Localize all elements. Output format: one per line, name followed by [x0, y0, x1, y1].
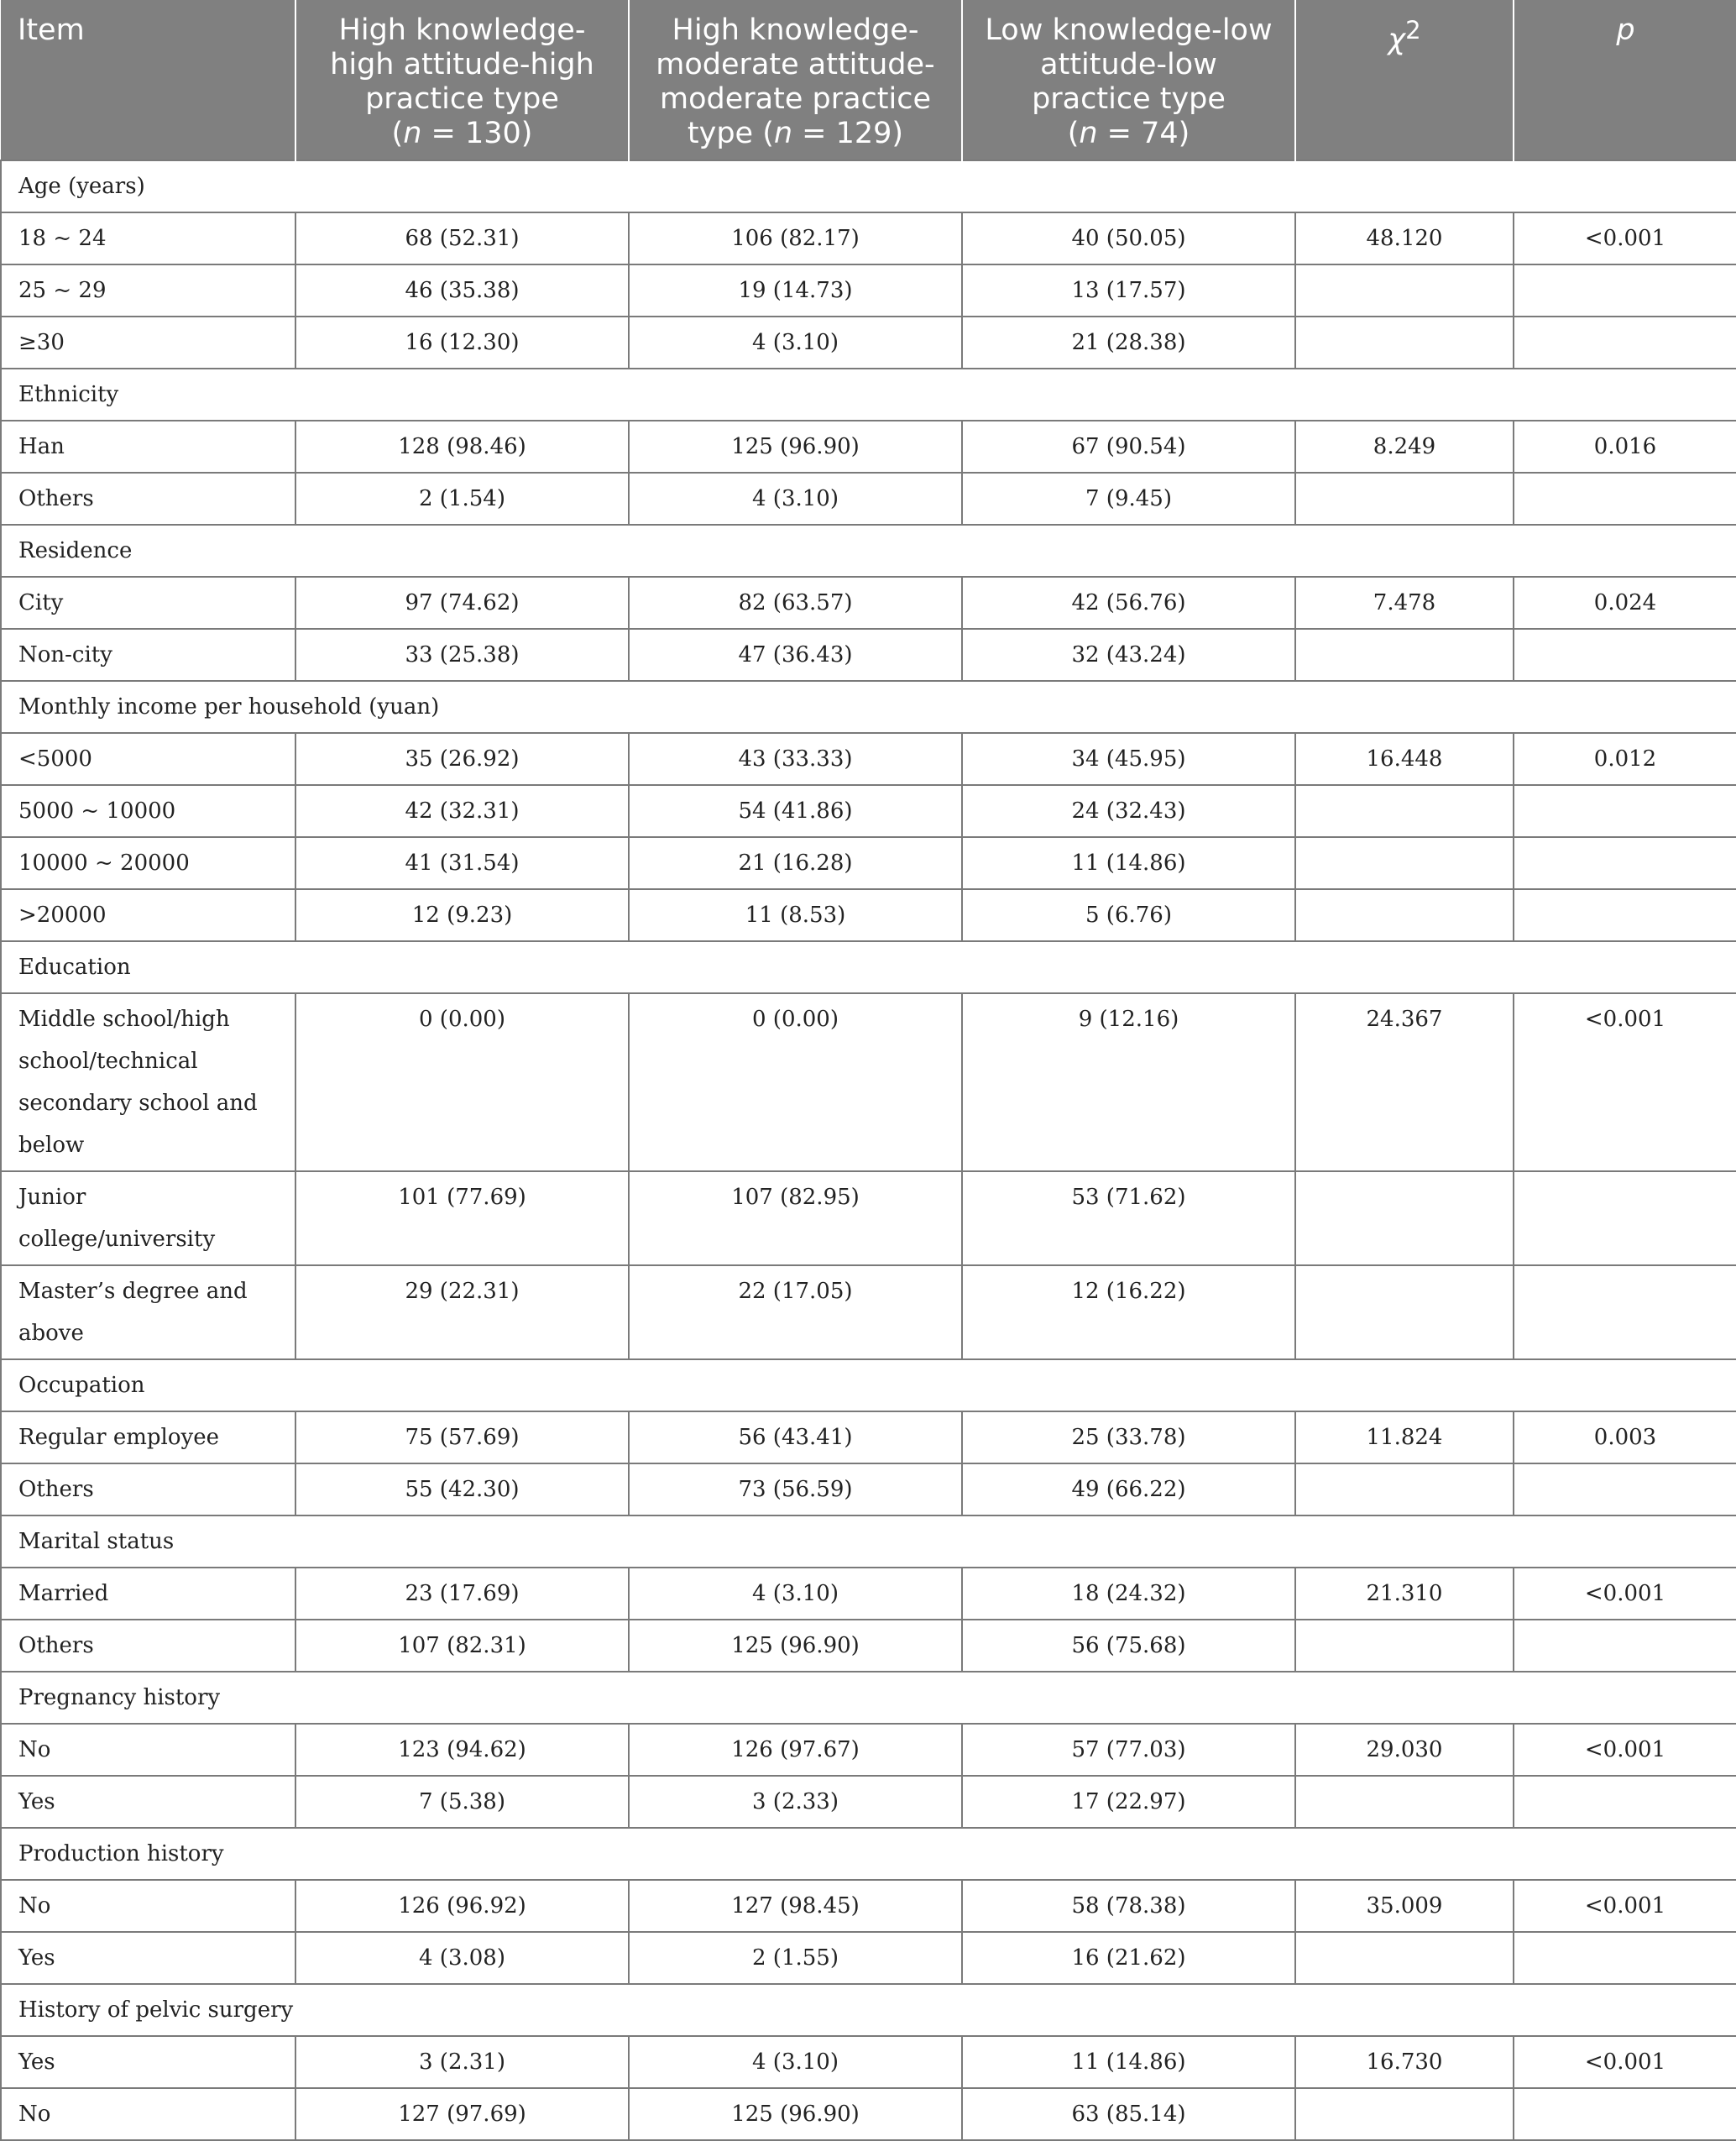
cell-group-2: 43 (33.33) — [629, 733, 962, 785]
table-row — [1, 1932, 1736, 1984]
cell-p-value: <0.001 — [1514, 2036, 1736, 2088]
row-label: No — [1, 1724, 295, 1776]
group-2-line-3: moderate practice — [660, 82, 931, 116]
cell-group-1: 29 (22.31) — [295, 1265, 629, 1359]
cell-p-value: <0.001 — [1514, 1880, 1736, 1932]
cell-chi-square: 21.310 — [1295, 1568, 1514, 1620]
group-1-line-2: high attitude-high — [330, 48, 594, 81]
group-header-row — [1, 525, 1736, 577]
cell-p-value — [1514, 889, 1736, 941]
row-label: 25 ~ 29 — [1, 264, 295, 317]
cell-chi-square — [1295, 264, 1514, 317]
group-label: Ethnicity — [1, 369, 1736, 421]
cell-group-1: 2 (1.54) — [295, 473, 629, 525]
group-3-line-3: practice type — [1032, 82, 1226, 116]
group-label: Production history — [1, 1828, 1736, 1880]
row-label: 18 ~ 24 — [1, 212, 295, 264]
table-row — [1, 1724, 1736, 1776]
group-header-row — [1, 369, 1736, 421]
cell-group-3: 21 (28.38) — [962, 317, 1295, 369]
table-row — [1, 629, 1736, 681]
cell-group-2: 56 (43.41) — [629, 1411, 962, 1463]
table-row — [1, 577, 1736, 629]
group-3-n-prefix: ( — [1067, 117, 1080, 150]
table-row — [1, 993, 1736, 1171]
column-header-group-2 — [629, 0, 962, 160]
cell-group-3: 11 (14.86) — [962, 837, 1295, 889]
row-label: Others — [1, 1620, 295, 1672]
row-label: <5000 — [1, 733, 295, 785]
table-row — [1, 1411, 1736, 1463]
row-label: ≥30 — [1, 317, 295, 369]
cell-chi-square — [1295, 629, 1514, 681]
table-row — [1, 473, 1736, 525]
group-1-line-3: practice type — [365, 82, 559, 116]
group-3-n-symbol: n — [1079, 117, 1098, 150]
column-header-chi-square — [1295, 0, 1514, 160]
cell-chi-square — [1295, 1265, 1514, 1359]
cell-group-3: 13 (17.57) — [962, 264, 1295, 317]
group-header-row — [1, 941, 1736, 993]
row-label: 10000 ~ 20000 — [1, 837, 295, 889]
cell-group-2: 4 (3.10) — [629, 473, 962, 525]
group-header-row — [1, 1828, 1736, 1880]
table-row — [1, 2088, 1736, 2140]
cell-p-value — [1514, 837, 1736, 889]
cell-group-2: 19 (14.73) — [629, 264, 962, 317]
group-label: Residence — [1, 525, 1736, 577]
cell-p-value — [1514, 1776, 1736, 1828]
group-header-row — [1, 1359, 1736, 1411]
group-3-line-1: Low knowledge-low — [985, 13, 1273, 47]
table-row — [1, 1265, 1736, 1359]
table-row — [1, 785, 1736, 837]
cell-group-2: 107 (82.95) — [629, 1171, 962, 1265]
cell-p-value: 0.003 — [1514, 1411, 1736, 1463]
p-symbol: p — [1616, 13, 1635, 47]
group-label: Occupation — [1, 1359, 1736, 1411]
cell-p-value — [1514, 1463, 1736, 1515]
group-header-row — [1, 1515, 1736, 1568]
row-label: Junior college/university — [1, 1171, 295, 1265]
cell-p-value — [1514, 317, 1736, 369]
cell-group-2: 73 (56.59) — [629, 1463, 962, 1515]
column-header-item-label: Item — [18, 13, 85, 47]
cell-group-1: 35 (26.92) — [295, 733, 629, 785]
cell-group-1: 123 (94.62) — [295, 1724, 629, 1776]
cell-p-value — [1514, 785, 1736, 837]
cell-group-3: 58 (78.38) — [962, 1880, 1295, 1932]
table-header — [1, 0, 1736, 160]
cell-p-value — [1514, 264, 1736, 317]
cell-group-1: 68 (52.31) — [295, 212, 629, 264]
cell-group-2: 106 (82.17) — [629, 212, 962, 264]
cell-group-2: 11 (8.53) — [629, 889, 962, 941]
row-label: Yes — [1, 1776, 295, 1828]
cell-chi-square: 7.478 — [1295, 577, 1514, 629]
table-row — [1, 212, 1736, 264]
cell-group-1: 33 (25.38) — [295, 629, 629, 681]
table-row — [1, 2036, 1736, 2088]
cell-group-1: 41 (31.54) — [295, 837, 629, 889]
cell-group-2: 54 (41.86) — [629, 785, 962, 837]
cell-chi-square — [1295, 1620, 1514, 1672]
cell-chi-square — [1295, 2088, 1514, 2140]
table-row — [1, 733, 1736, 785]
table-row — [1, 421, 1736, 473]
cell-group-2: 4 (3.10) — [629, 1568, 962, 1620]
cell-group-3: 63 (85.14) — [962, 2088, 1295, 2140]
cell-group-3: 9 (12.16) — [962, 993, 1295, 1171]
cell-group-2: 22 (17.05) — [629, 1265, 962, 1359]
cell-chi-square — [1295, 1932, 1514, 1984]
table-row — [1, 1776, 1736, 1828]
row-label: Regular employee — [1, 1411, 295, 1463]
cell-chi-square: 11.824 — [1295, 1411, 1514, 1463]
cell-group-2: 4 (3.10) — [629, 2036, 962, 2088]
cell-chi-square — [1295, 1463, 1514, 1515]
cell-chi-square: 48.120 — [1295, 212, 1514, 264]
cell-group-1: 4 (3.08) — [295, 1932, 629, 1984]
cell-chi-square — [1295, 837, 1514, 889]
cell-chi-square: 35.009 — [1295, 1880, 1514, 1932]
cell-chi-square: 29.030 — [1295, 1724, 1514, 1776]
cell-group-2: 3 (2.33) — [629, 1776, 962, 1828]
group-2-line-2: moderate attitude- — [656, 48, 935, 81]
row-label: Yes — [1, 1932, 295, 1984]
cell-group-3: 11 (14.86) — [962, 2036, 1295, 2088]
cell-group-1: 126 (96.92) — [295, 1880, 629, 1932]
cell-group-3: 67 (90.54) — [962, 421, 1295, 473]
cell-group-2: 47 (36.43) — [629, 629, 962, 681]
cell-chi-square — [1295, 785, 1514, 837]
cell-chi-square — [1295, 1776, 1514, 1828]
group-label: Pregnancy history — [1, 1672, 1736, 1724]
chi-symbol: χ — [1388, 23, 1406, 57]
group-label: Monthly income per household (yuan) — [1, 681, 1736, 733]
cell-group-2: 127 (98.45) — [629, 1880, 962, 1932]
cell-group-1: 23 (17.69) — [295, 1568, 629, 1620]
cell-chi-square: 16.448 — [1295, 733, 1514, 785]
cell-p-value: <0.001 — [1514, 1568, 1736, 1620]
cell-p-value — [1514, 1171, 1736, 1265]
row-label: Others — [1, 473, 295, 525]
cell-group-1: 97 (74.62) — [295, 577, 629, 629]
cell-group-1: 101 (77.69) — [295, 1171, 629, 1265]
group-header-row — [1, 160, 1736, 212]
row-label: Han — [1, 421, 295, 473]
cell-chi-square — [1295, 317, 1514, 369]
cell-group-2: 2 (1.55) — [629, 1932, 962, 1984]
table-row — [1, 889, 1736, 941]
cell-chi-square: 24.367 — [1295, 993, 1514, 1171]
group-3-n-value: = 74) — [1097, 117, 1190, 150]
cell-group-1: 46 (35.38) — [295, 264, 629, 317]
table-row — [1, 1620, 1736, 1672]
cell-group-1: 0 (0.00) — [295, 993, 629, 1171]
group-label: Age (years) — [1, 160, 1736, 212]
cell-group-3: 5 (6.76) — [962, 889, 1295, 941]
cell-group-3: 56 (75.68) — [962, 1620, 1295, 1672]
cell-chi-square: 8.249 — [1295, 421, 1514, 473]
table-row — [1, 1880, 1736, 1932]
table-row — [1, 317, 1736, 369]
cell-group-3: 7 (9.45) — [962, 473, 1295, 525]
group-label: History of pelvic surgery — [1, 1984, 1736, 2036]
cell-group-3: 42 (56.76) — [962, 577, 1295, 629]
cell-group-1: 55 (42.30) — [295, 1463, 629, 1515]
cell-chi-square — [1295, 473, 1514, 525]
cell-p-value — [1514, 1265, 1736, 1359]
cell-group-3: 34 (45.95) — [962, 733, 1295, 785]
row-label: Others — [1, 1463, 295, 1515]
cell-p-value: <0.001 — [1514, 212, 1736, 264]
cell-group-1: 7 (5.38) — [295, 1776, 629, 1828]
cell-group-1: 12 (9.23) — [295, 889, 629, 941]
cell-group-2: 4 (3.10) — [629, 317, 962, 369]
row-label: Middle school/high school/technical secondary school and below — [1, 993, 295, 1171]
group-label: Marital status — [1, 1515, 1736, 1568]
table-row — [1, 1568, 1736, 1620]
cell-group-3: 32 (43.24) — [962, 629, 1295, 681]
cell-group-3: 18 (24.32) — [962, 1568, 1295, 1620]
cell-p-value — [1514, 1932, 1736, 1984]
cell-group-3: 40 (50.05) — [962, 212, 1295, 264]
group-header-row — [1, 1672, 1736, 1724]
cell-group-3: 12 (16.22) — [962, 1265, 1295, 1359]
column-header-group-1 — [295, 0, 629, 160]
cell-group-1: 128 (98.46) — [295, 421, 629, 473]
cell-group-2: 82 (63.57) — [629, 577, 962, 629]
row-label: City — [1, 577, 295, 629]
cell-chi-square: 16.730 — [1295, 2036, 1514, 2088]
cell-group-3: 53 (71.62) — [962, 1171, 1295, 1265]
cell-p-value — [1514, 2088, 1736, 2140]
group-1-n-value: = 130) — [421, 117, 533, 150]
chi-superscript: 2 — [1405, 16, 1421, 44]
header-row — [1, 0, 1736, 160]
cell-chi-square — [1295, 889, 1514, 941]
group-label: Education — [1, 941, 1736, 993]
table-row — [1, 264, 1736, 317]
group-1-n-prefix: ( — [391, 117, 404, 150]
group-2-line-1: High knowledge- — [672, 13, 919, 47]
column-header-p — [1514, 0, 1736, 160]
cell-p-value: <0.001 — [1514, 1724, 1736, 1776]
table-row — [1, 1171, 1736, 1265]
row-label: Yes — [1, 2036, 295, 2088]
cell-group-2: 125 (96.90) — [629, 421, 962, 473]
group-2-n-symbol: n — [773, 117, 793, 150]
group-header-row — [1, 1984, 1736, 2036]
table-row — [1, 837, 1736, 889]
row-label: No — [1, 2088, 295, 2140]
cell-group-2: 21 (16.28) — [629, 837, 962, 889]
cell-p-value: 0.012 — [1514, 733, 1736, 785]
row-label: Non-city — [1, 629, 295, 681]
cell-group-3: 49 (66.22) — [962, 1463, 1295, 1515]
cell-chi-square — [1295, 1171, 1514, 1265]
cell-group-2: 125 (96.90) — [629, 1620, 962, 1672]
row-label: Master’s degree and above — [1, 1265, 295, 1359]
cell-group-3: 16 (21.62) — [962, 1932, 1295, 1984]
row-label: 5000 ~ 10000 — [1, 785, 295, 837]
group-header-row — [1, 681, 1736, 733]
group-2-n-value: = 129) — [792, 117, 904, 150]
row-label: Married — [1, 1568, 295, 1620]
cell-group-3: 24 (32.43) — [962, 785, 1295, 837]
cell-group-3: 57 (77.03) — [962, 1724, 1295, 1776]
group-1-line-1: High knowledge- — [338, 13, 586, 47]
cell-group-1: 107 (82.31) — [295, 1620, 629, 1672]
group-3-line-2: attitude-low — [1040, 48, 1217, 81]
cell-p-value: <0.001 — [1514, 993, 1736, 1171]
cell-group-1: 3 (2.31) — [295, 2036, 629, 2088]
cell-p-value: 0.016 — [1514, 421, 1736, 473]
cell-group-1: 127 (97.69) — [295, 2088, 629, 2140]
cell-p-value — [1514, 1620, 1736, 1672]
cell-group-2: 126 (97.67) — [629, 1724, 962, 1776]
table-row — [1, 1463, 1736, 1515]
cell-p-value — [1514, 629, 1736, 681]
cell-group-1: 42 (32.31) — [295, 785, 629, 837]
row-label: No — [1, 1880, 295, 1932]
column-header-group-3 — [962, 0, 1295, 160]
cell-group-1: 16 (12.30) — [295, 317, 629, 369]
group-1-n-symbol: n — [403, 117, 422, 150]
row-label: >20000 — [1, 889, 295, 941]
cell-p-value: 0.024 — [1514, 577, 1736, 629]
cell-group-3: 17 (22.97) — [962, 1776, 1295, 1828]
table-body — [1, 160, 1736, 2140]
cell-group-3: 25 (33.78) — [962, 1411, 1295, 1463]
column-header-item — [1, 0, 295, 160]
cell-group-1: 75 (57.69) — [295, 1411, 629, 1463]
cell-group-2: 125 (96.90) — [629, 2088, 962, 2140]
group-2-n-prefix: type ( — [687, 117, 774, 150]
cell-p-value — [1514, 473, 1736, 525]
cell-group-2: 0 (0.00) — [629, 993, 962, 1171]
